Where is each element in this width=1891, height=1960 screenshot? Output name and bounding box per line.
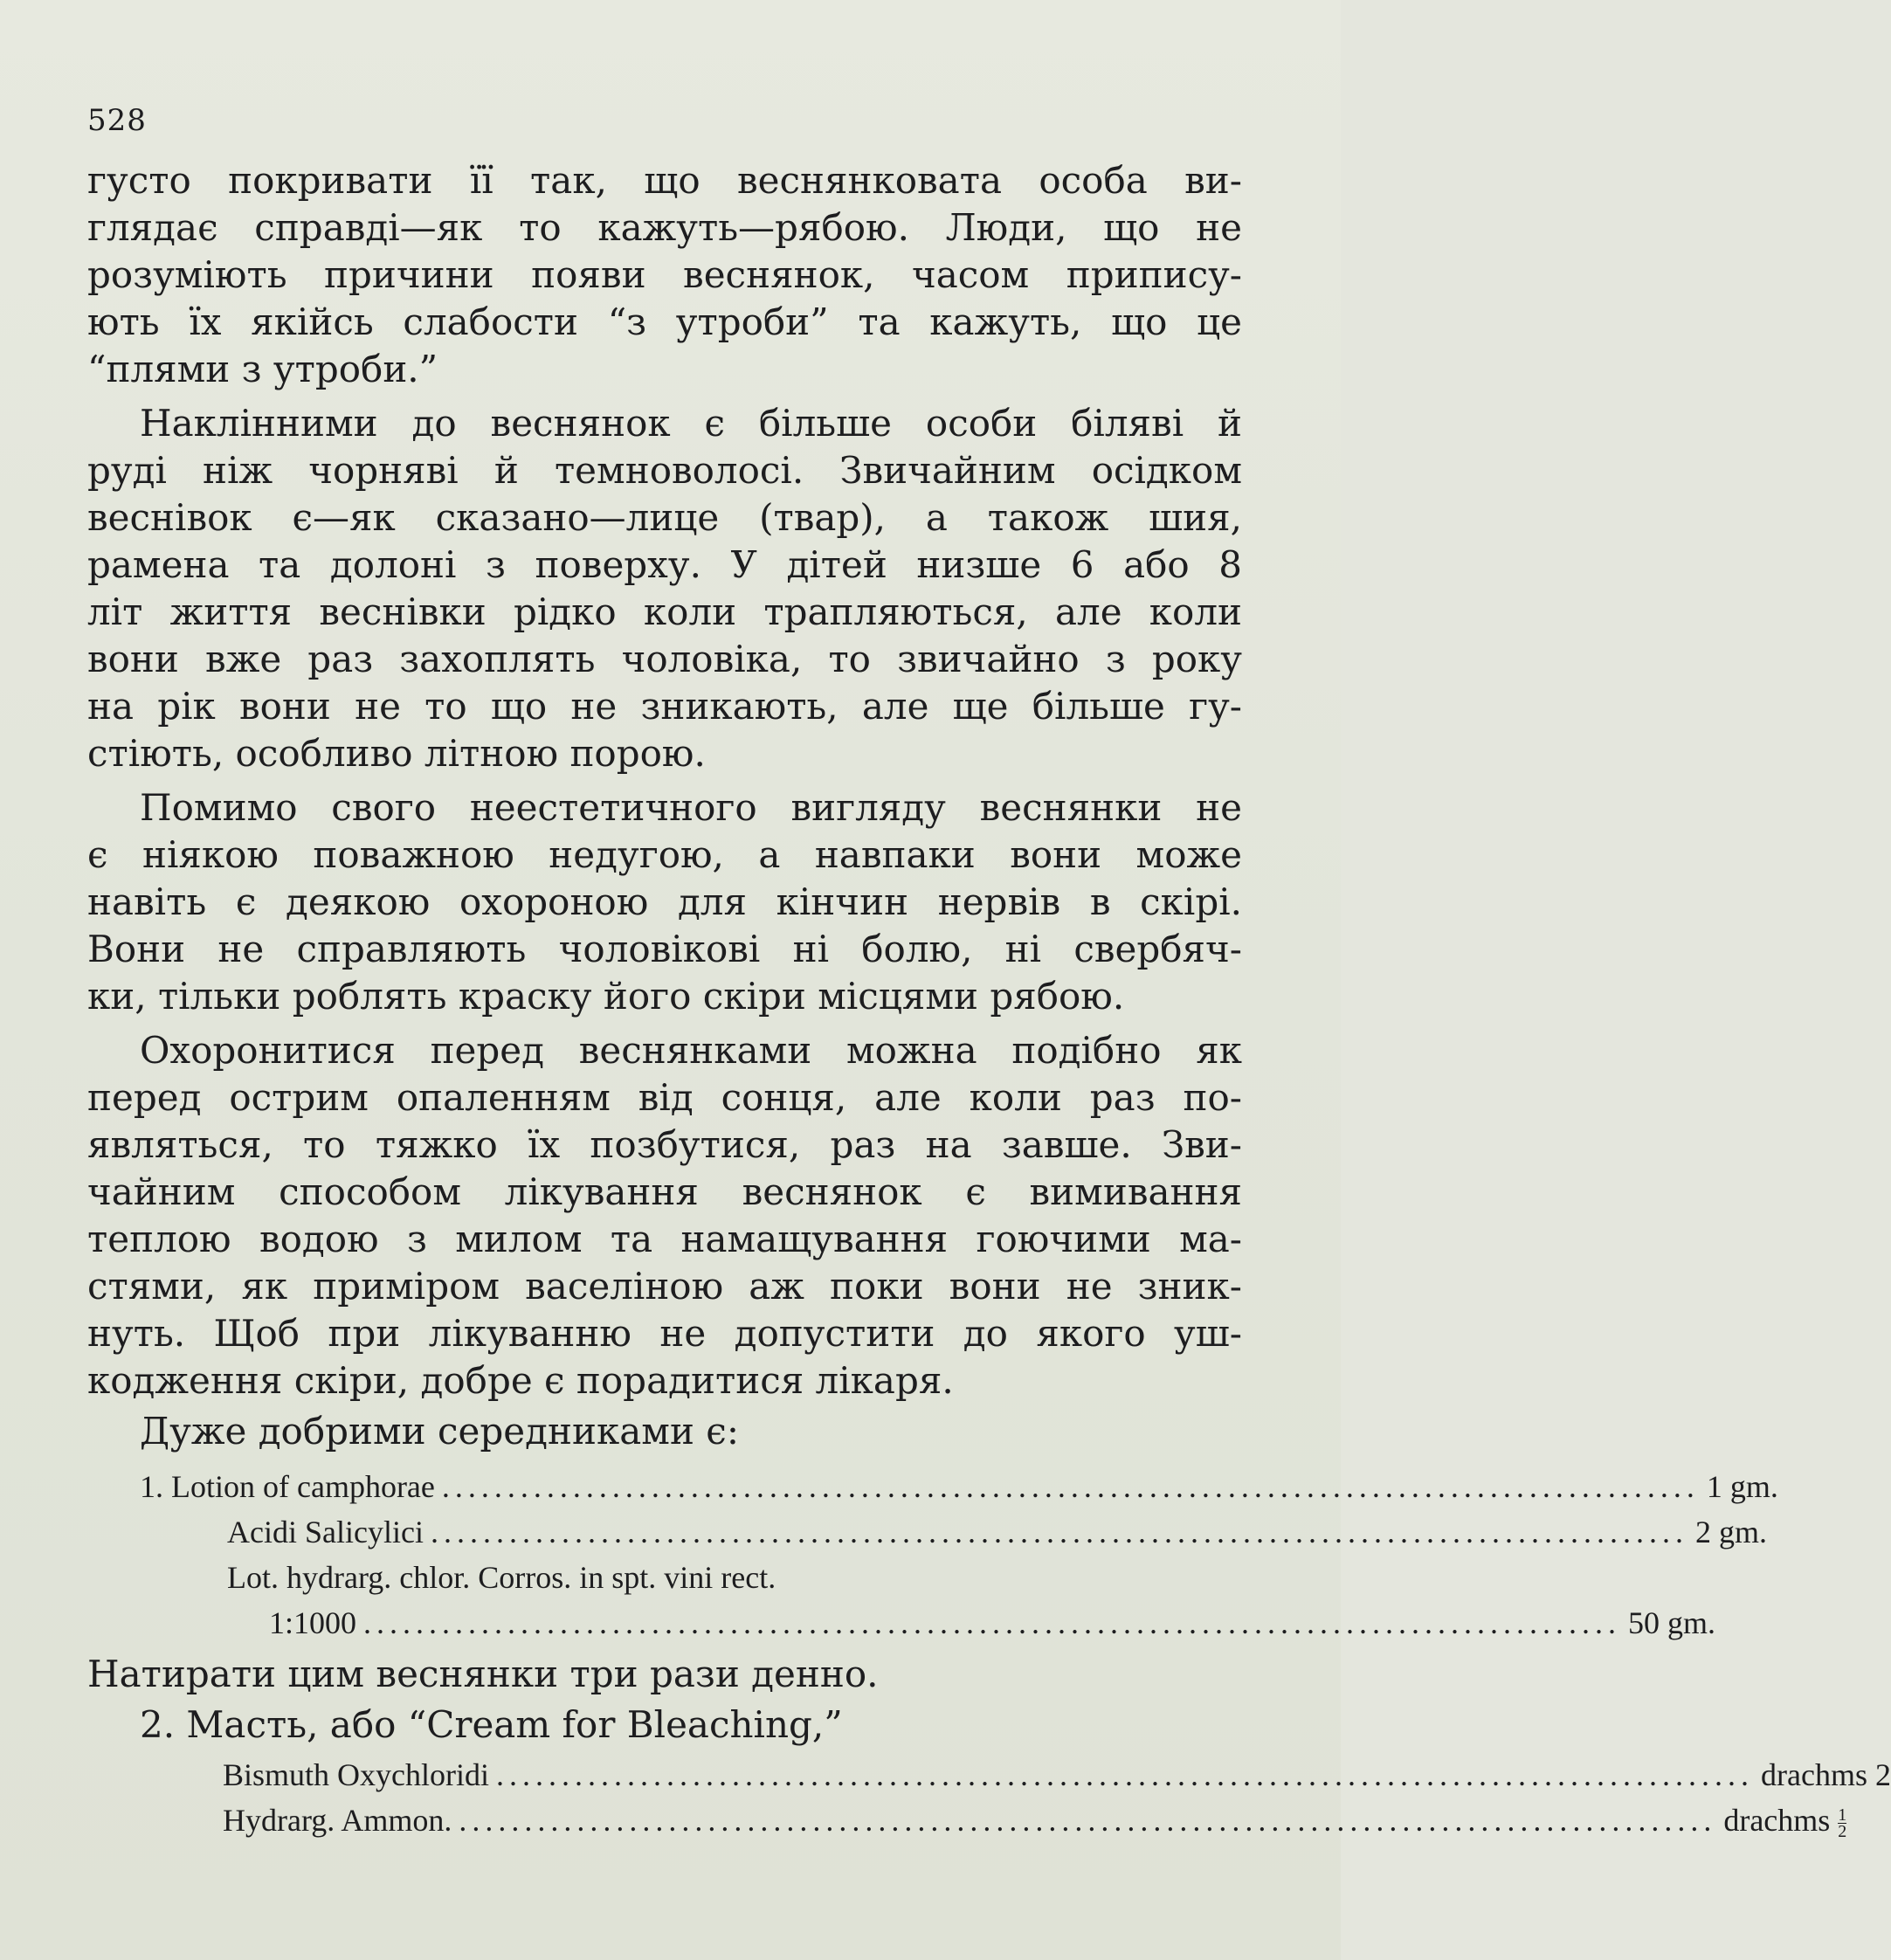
text-line: глядає справді—як то кажуть—рябою. Люди, що не bbox=[87, 206, 1242, 249]
recipe-amount bbox=[1723, 1801, 1847, 1842]
leader-dots: ................................................................................................ bbox=[496, 1757, 1754, 1792]
page-number: 528 bbox=[87, 103, 147, 138]
fraction-denominator: 2 bbox=[1838, 1822, 1847, 1842]
text-line: Дуже добрими середниками є: bbox=[140, 1410, 739, 1453]
text-line: густо покривати її так, що веснянковата особа ви- bbox=[87, 159, 1242, 202]
text-line: на рік вони не то що не зникають, але ще більше гу- bbox=[87, 685, 1242, 728]
text-line: вони вже раз захоплять чоловіка, то звичайно з року bbox=[87, 638, 1242, 680]
text-line: Наклінними до веснянок є більше особи біляві й bbox=[140, 402, 1242, 445]
recipe-ingredient: Acidi Salicylici bbox=[227, 1515, 424, 1549]
recipe-ratio: 1:1000 bbox=[269, 1605, 357, 1640]
text-line: є ніякою поважною недугою, а навпаки вони може bbox=[87, 833, 1242, 876]
recipe-amount: drachms 2 bbox=[1761, 1757, 1891, 1792]
recipe-ingredient: Lot. hydrarg. chlor. Corros. in spt. vini rect. bbox=[227, 1560, 776, 1595]
text-line: теплою водою з милом та намащування гоючими ма- bbox=[87, 1218, 1242, 1260]
text-line: Помимо свого неестетичного вигляду веснянки не bbox=[140, 786, 1242, 829]
recipe-instruction: Натирати цим веснянки три рази денно. bbox=[87, 1653, 879, 1695]
recipe-row bbox=[223, 1756, 1891, 1794]
text-line: літ життя веснівки рідко коли трапляються, але коли bbox=[87, 590, 1242, 633]
text-line: кодження скіри, добре є порадитися лікаря. bbox=[87, 1359, 954, 1402]
text-line: ки, тільки роблять краску його скіри місцями рябою. bbox=[87, 975, 1125, 1018]
recipe-row bbox=[140, 1467, 1778, 1506]
recipe-ingredient: 1. Lotion of camphorae bbox=[140, 1469, 435, 1504]
text-line: веснівок є—як сказано—лице (твар), а також шия, bbox=[87, 496, 1242, 539]
recipe-amount: 1 gm. bbox=[1706, 1469, 1778, 1504]
text-line: “плями з утроби.” bbox=[87, 348, 438, 390]
recipe-ingredient: Bismuth Oxychloridi bbox=[223, 1757, 489, 1792]
recipe-amount: 50 gm. bbox=[1628, 1605, 1716, 1640]
text-line: навіть є деякою охороною для кінчин нервів в скірі. bbox=[87, 880, 1242, 923]
text-line: стями, як приміром васеліною аж поки вони не зник- bbox=[87, 1265, 1242, 1308]
recipe-amount-unit: drachms bbox=[1723, 1803, 1831, 1838]
fraction-numerator: 1 bbox=[1838, 1805, 1847, 1825]
text-line: нуть. Щоб при лікуванню не допустити до якого уш- bbox=[87, 1312, 1242, 1355]
text-line: руді ніж чорняві й темноволосі. Звичайним осідком bbox=[87, 449, 1242, 492]
leader-dots: ................................................................................................ bbox=[363, 1605, 1622, 1640]
leader-dots: ................................................................................................ bbox=[459, 1803, 1717, 1838]
text-line: Вони не справляють чоловікові ні болю, ні свербяч- bbox=[87, 928, 1242, 970]
recipe-ingredient: Hydrarg. Ammon. bbox=[223, 1803, 452, 1838]
text-line: ють їх якійсь слабости “з утроби” та кажуть, що це bbox=[87, 300, 1242, 343]
recipe-title: 2. Масть, або “Cream for Bleaching,” bbox=[140, 1703, 843, 1746]
recipe-row bbox=[269, 1604, 1716, 1642]
text-line: являться, то тяжко їх позбутися, раз на завше. Зви- bbox=[87, 1123, 1242, 1166]
text-line: чайним способом лікування веснянок є вимивання bbox=[87, 1170, 1242, 1213]
recipe-row bbox=[223, 1801, 1847, 1842]
leader-dots: ................................................................................................ bbox=[441, 1469, 1700, 1504]
leader-dots: ................................................................................................ bbox=[430, 1515, 1688, 1549]
text-line: розуміють причини появи веснянок, часом припису- bbox=[87, 253, 1242, 296]
recipe-amount: 2 gm. bbox=[1694, 1515, 1767, 1549]
text-line: стіють, особливо літною порою. bbox=[87, 732, 706, 775]
text-line: перед острим опаленням від сонця, але коли раз по- bbox=[87, 1076, 1242, 1119]
recipe-row bbox=[227, 1513, 1767, 1551]
half-fraction bbox=[1838, 1805, 1847, 1842]
text-line: рамена та долоні з поверху. У дітей низше 6 або 8 bbox=[87, 543, 1242, 586]
text-line: Охоронитися перед веснянками можна подібно як bbox=[140, 1029, 1242, 1072]
